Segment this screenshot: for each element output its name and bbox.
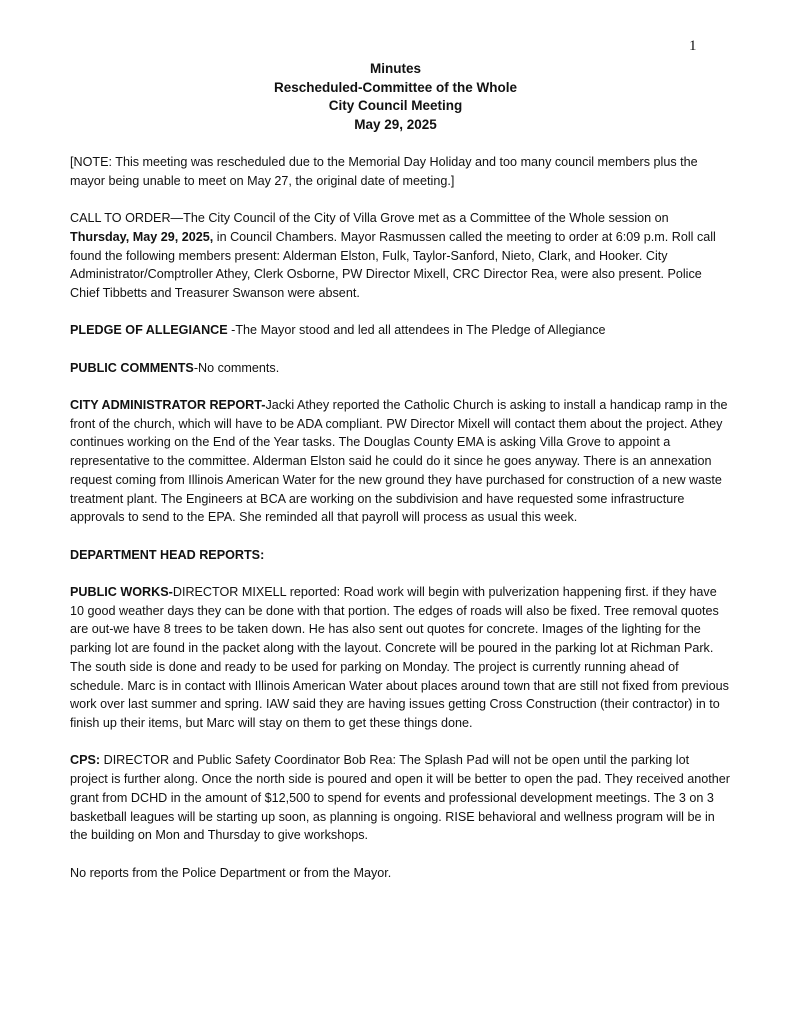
meeting-date-bold: Thursday, May 29, 2025, xyxy=(70,229,214,244)
title-line-session: Rescheduled-Committee of the Whole xyxy=(273,79,518,95)
title-line-minutes: Minutes xyxy=(369,61,421,76)
public-comments-text: -No comments. xyxy=(193,360,280,375)
cps-heading: CPS: xyxy=(70,753,101,768)
document-title xyxy=(0,60,791,134)
pledge-heading: PLEDGE OF ALLEGIANCE xyxy=(70,323,228,338)
pledge-text: -The Mayor stood and led all attendees in The Pledge of Allegiance xyxy=(227,323,606,338)
admin-report-heading: CITY ADMINISTRATOR REPORT- xyxy=(70,398,266,413)
public-comments-heading: PUBLIC COMMENTS xyxy=(70,360,194,375)
public-works-heading: PUBLIC WORKS- xyxy=(70,585,173,600)
dept-heading-text: DEPARTMENT HEAD REPORTS: xyxy=(70,547,265,562)
dept-heading xyxy=(70,546,730,565)
page-number: 1 xyxy=(689,38,697,54)
call-to-order-paragraph xyxy=(70,209,730,303)
public-works-paragraph xyxy=(70,583,730,733)
pledge-paragraph xyxy=(70,321,730,340)
admin-report-paragraph xyxy=(70,396,730,527)
call-to-order-text: CALL TO ORDER—The City Council of the City of Villa Grove met as a Committee of the Whole session on xyxy=(70,211,669,226)
call-to-order-text-cont: in Council Chambers. Mayor Rasmussen called the meeting to order at 6:09 p.m. Roll call found the following members present: Alderman Elston, Fulk, Taylor-Sanford, Nieto, Clark, and Hooker. City Administrator/Comptroller Athey, Clerk Osborne, PW Director Mixell, CRC Director Rea, were also present. Police Chief Tibbetts and Treasurer Swanson were absent. xyxy=(70,229,716,300)
cps-paragraph xyxy=(70,751,730,845)
cps-text: DIRECTOR and Public Safety Coordinator Bob Rea: The Splash Pad will not be open until the parking lot project is further along. Once the north side is poured and open it will be better to open the pad. They received another grant from DCHD in the amount of $12,500 to spend for events and professional development meetings. The 3 on 3 basketball leagues will be starting up soon, as planning is ongoing. RISE behavioral and wellness program will be in the building on Mon and Thursday to give workshops. xyxy=(70,753,730,843)
title-line-date: May 29, 2025 xyxy=(354,116,437,132)
title-line-meeting: City Council Meeting xyxy=(328,98,463,113)
closing-paragraph: No reports from the Police Department or from the Mayor. xyxy=(70,865,392,880)
admin-report-text: Jacki Athey reported the Catholic Church is asking to install a handicap ramp in the front of the church, which will have to be ADA compliant. PW Director Mixell will contact them about the project. Athey continues working on the End of the Year tasks. The Douglas County EMA is asking Villa Grove to appoint a representative to the committee. Alderman Elston said he could do it since he goes anyway. There is an annexation request coming from Illinois American Water for the new ground they have purchased for construction of a new waste treatment plant. The Engineers at BCA are working on the subdivision and have requested some infrastructure approvals to send to the EPA. She reminded all that payroll will process as usual this week. xyxy=(70,398,728,525)
minutes-body xyxy=(70,153,730,901)
public-works-text: DIRECTOR MIXELL reported: Road work will begin with pulverization happening first. if they have 10 good weather days they can be done with that portion. The edges of roads will also be fixed. Tree removal quotes are out-we have 8 trees to be taken down. He has also sent out quotes for concrete. Images of the lighting for the parking lot are found in the packet along with the layout. Concrete will be poured in the parking lot at Richman Park. The south side is done and ready to be used for parking on Monday. The project is currently running ahead of schedule. Marc is in contact with Illinois American Water about places around town that are still not fixed from previous work over last summer and spring. IAW said they are having issues getting Cross Construction (their contractor) in to finish up their items, but Marc will stay on them to get these things done. xyxy=(70,585,729,730)
note-paragraph: [NOTE: This meeting was rescheduled due to the Memorial Day Holiday and too many council members plus the mayor being unable to meet on May 27, the original date of meeting.] xyxy=(70,155,698,188)
public-comments-paragraph xyxy=(70,359,730,378)
